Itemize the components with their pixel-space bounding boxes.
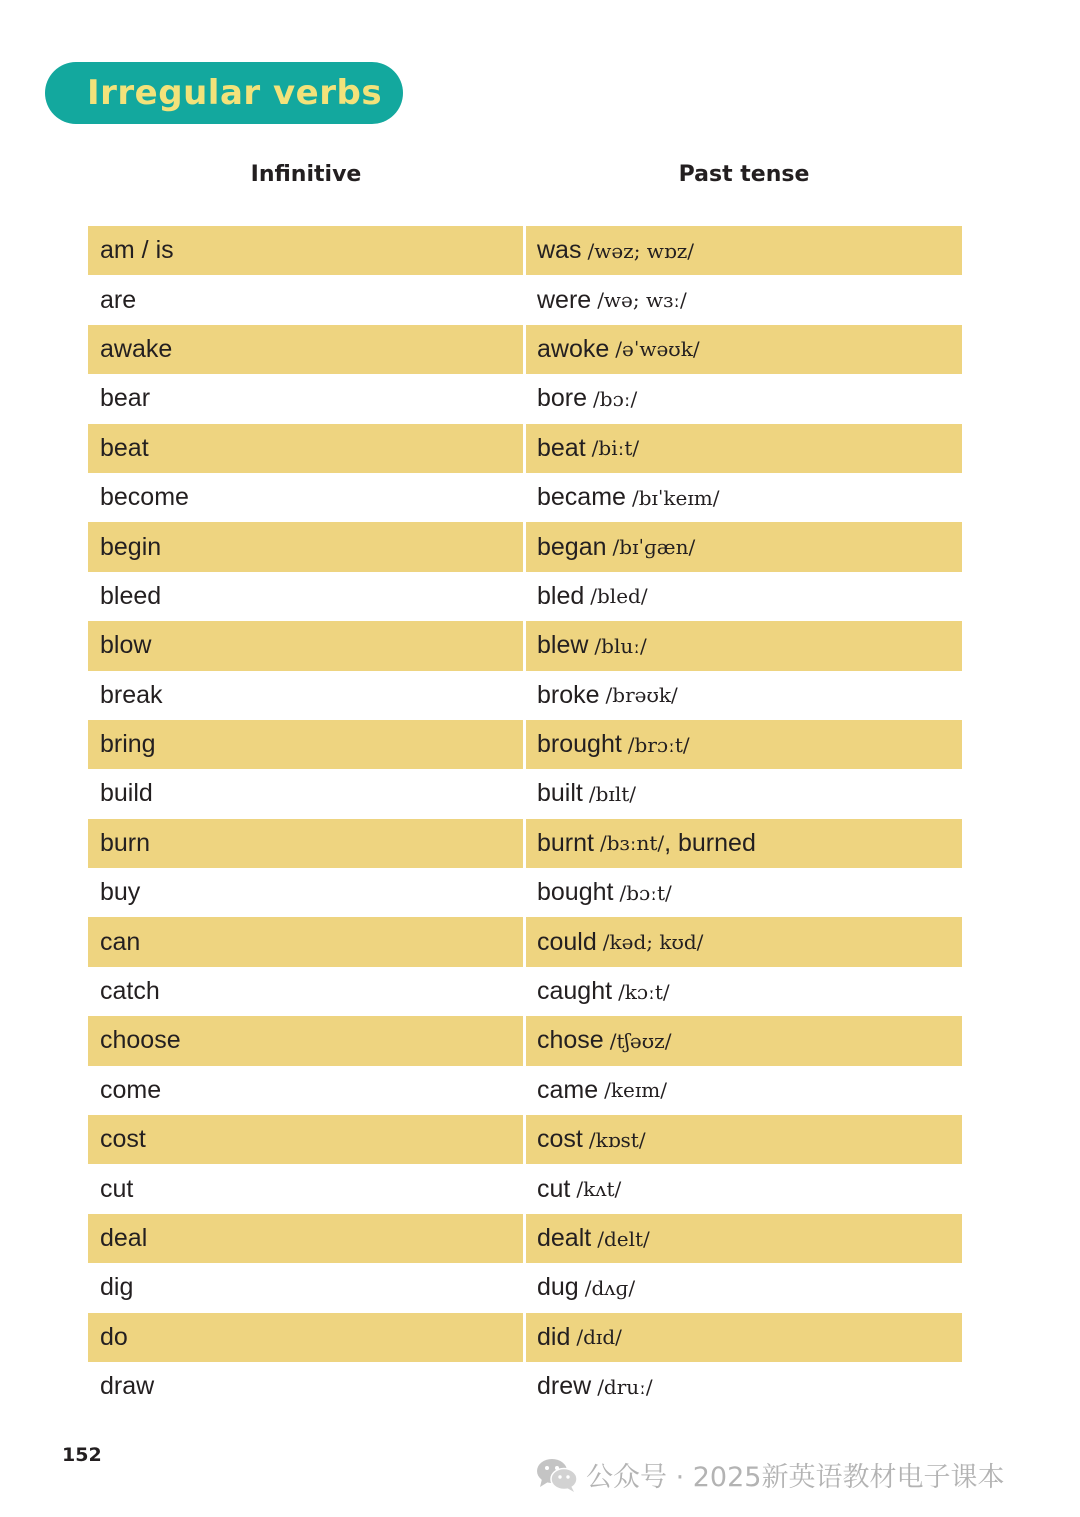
table-row [88, 967, 962, 1016]
table-row [88, 325, 962, 374]
pronunciation: /delt/ [597, 1226, 650, 1251]
past-tense-cell [526, 1362, 962, 1411]
infinitive-cell: bleed [100, 581, 162, 610]
past-tense-word: burnt [537, 828, 594, 857]
past-tense-word: was [537, 236, 582, 265]
past-tense-word: could [537, 927, 597, 956]
past-tense-word: bore [537, 384, 588, 413]
table-row [88, 1313, 962, 1362]
table-row [88, 424, 962, 473]
past-tense-word: bled [537, 581, 585, 610]
pronunciation: /wə; wɜː/ [597, 288, 687, 313]
table-row [88, 522, 962, 571]
column-header-past-tense: Past tense [678, 162, 810, 187]
alternative-form: , burned [664, 828, 756, 857]
past-tense-cell [526, 1214, 962, 1263]
past-tense-cell [526, 720, 962, 769]
watermark-text: 公众号 · 2025新英语教材电子课本 [586, 1462, 1005, 1493]
infinitive-cell: awake [88, 325, 526, 374]
infinitive-cell: bring [88, 720, 526, 769]
table-row [88, 1066, 962, 1115]
pronunciation: /wəz; wɒz/ [587, 238, 694, 263]
past-tense-cell [526, 621, 962, 670]
past-tense-word: became [537, 483, 626, 512]
infinitive-cell: am / is [88, 226, 526, 275]
pronunciation: /kɒst/ [588, 1127, 646, 1152]
table-row [88, 720, 962, 769]
infinitive-cell: break [100, 680, 163, 709]
past-tense-cell [526, 1066, 962, 1115]
infinitive-cell: are [100, 285, 137, 314]
infinitive-cell: cut [100, 1174, 134, 1203]
pronunciation: /dɪd/ [576, 1325, 622, 1350]
pronunciation: /druː/ [597, 1374, 653, 1399]
past-tense-cell [526, 325, 962, 374]
past-tense-cell [526, 671, 962, 720]
past-tense-cell [526, 226, 962, 275]
past-tense-cell [526, 1016, 962, 1065]
infinitive-cell: catch [100, 977, 160, 1006]
past-tense-word: drew [537, 1372, 592, 1401]
pronunciation: /bɪˈkeɪm/ [631, 485, 720, 510]
page-title: Irregular verbs [87, 73, 383, 113]
table-row [88, 473, 962, 522]
past-tense-cell [526, 1115, 962, 1164]
pronunciation: /kəd; kʊd/ [602, 930, 704, 955]
infinitive-cell: dig [100, 1273, 134, 1302]
infinitive-cell: cost [88, 1115, 526, 1164]
table-row [88, 226, 962, 275]
past-tense-word: blew [537, 631, 589, 660]
pronunciation: /keɪm/ [604, 1078, 667, 1103]
past-tense-word: bought [537, 878, 614, 907]
past-tense-word: beat [537, 433, 586, 462]
table-row [88, 1362, 962, 1411]
past-tense-cell [526, 868, 962, 917]
past-tense-cell [526, 1313, 962, 1362]
table-row [88, 572, 962, 621]
table-row [88, 1214, 962, 1263]
infinitive-cell: blow [88, 621, 526, 670]
past-tense-cell [526, 522, 962, 571]
past-tense-word: caught [537, 977, 613, 1006]
infinitive-cell: beat [88, 424, 526, 473]
table-row [88, 917, 962, 966]
pronunciation: /bɪlt/ [588, 781, 636, 806]
infinitive-cell: can [88, 917, 526, 966]
infinitive-cell: come [100, 1075, 162, 1104]
pronunciation: /bɪˈɡæn/ [612, 535, 696, 560]
table-row [88, 671, 962, 720]
pronunciation: /brɔːt/ [627, 732, 690, 757]
infinitive-cell: become [100, 483, 189, 512]
wechat-icon [536, 1457, 578, 1493]
past-tense-word: chose [537, 1026, 604, 1055]
pronunciation: /brəʊk/ [605, 683, 678, 708]
pronunciation: /bɔːt/ [619, 880, 672, 905]
table-row [88, 868, 962, 917]
irregular-verbs-table [88, 226, 962, 1411]
past-tense-cell [526, 967, 962, 1016]
past-tense-cell [526, 917, 962, 966]
pronunciation: /kɔːt/ [618, 979, 670, 1004]
table-row [88, 374, 962, 423]
past-tense-word: brought [537, 730, 622, 759]
title-banner [45, 62, 403, 124]
pronunciation: /bɔː/ [593, 386, 638, 411]
table-row [88, 1016, 962, 1065]
table-row [88, 621, 962, 670]
table-row [88, 819, 962, 868]
past-tense-cell [526, 1164, 962, 1213]
infinitive-cell: do [88, 1313, 526, 1362]
infinitive-cell: begin [88, 522, 526, 571]
past-tense-cell [526, 572, 962, 621]
pronunciation: /bluː/ [594, 633, 647, 658]
infinitive-cell: choose [88, 1016, 526, 1065]
past-tense-cell [526, 424, 962, 473]
past-tense-cell [526, 769, 962, 818]
past-tense-cell [526, 374, 962, 423]
past-tense-cell [526, 275, 962, 324]
past-tense-word: dug [537, 1273, 579, 1302]
infinitive-cell: build [100, 779, 153, 808]
infinitive-cell: burn [88, 819, 526, 868]
infinitive-cell: deal [88, 1214, 526, 1263]
infinitive-cell: bear [100, 384, 151, 413]
pronunciation: /dʌɡ/ [584, 1275, 636, 1300]
past-tense-word: awoke [537, 334, 610, 363]
watermark [536, 1455, 1004, 1494]
past-tense-word: built [537, 779, 583, 808]
past-tense-word: began [537, 532, 607, 561]
pronunciation: /tʃəʊz/ [609, 1028, 672, 1053]
past-tense-word: broke [537, 680, 600, 709]
table-row [88, 1115, 962, 1164]
past-tense-word: cut [537, 1174, 571, 1203]
past-tense-word: did [537, 1322, 571, 1351]
past-tense-word: came [537, 1075, 599, 1104]
table-row [88, 769, 962, 818]
past-tense-word: were [537, 285, 592, 314]
pronunciation: /biːt/ [591, 436, 640, 461]
table-row [88, 1263, 962, 1312]
past-tense-word: dealt [537, 1224, 592, 1252]
infinitive-cell: buy [100, 878, 141, 907]
past-tense-word: cost [537, 1125, 583, 1154]
pronunciation: /əˈwəʊk/ [615, 337, 700, 362]
column-header-infinitive: Infinitive [250, 162, 362, 187]
past-tense-cell [526, 473, 962, 522]
past-tense-cell [526, 1263, 962, 1312]
pronunciation: /bled/ [590, 584, 648, 609]
table-row [88, 1164, 962, 1213]
page-number: 152 [62, 1444, 102, 1466]
past-tense-cell [526, 819, 962, 868]
table-row [88, 275, 962, 324]
infinitive-cell: draw [100, 1372, 155, 1401]
pronunciation: /kʌt/ [576, 1177, 622, 1202]
pronunciation: /bɜːnt/ [599, 831, 665, 856]
